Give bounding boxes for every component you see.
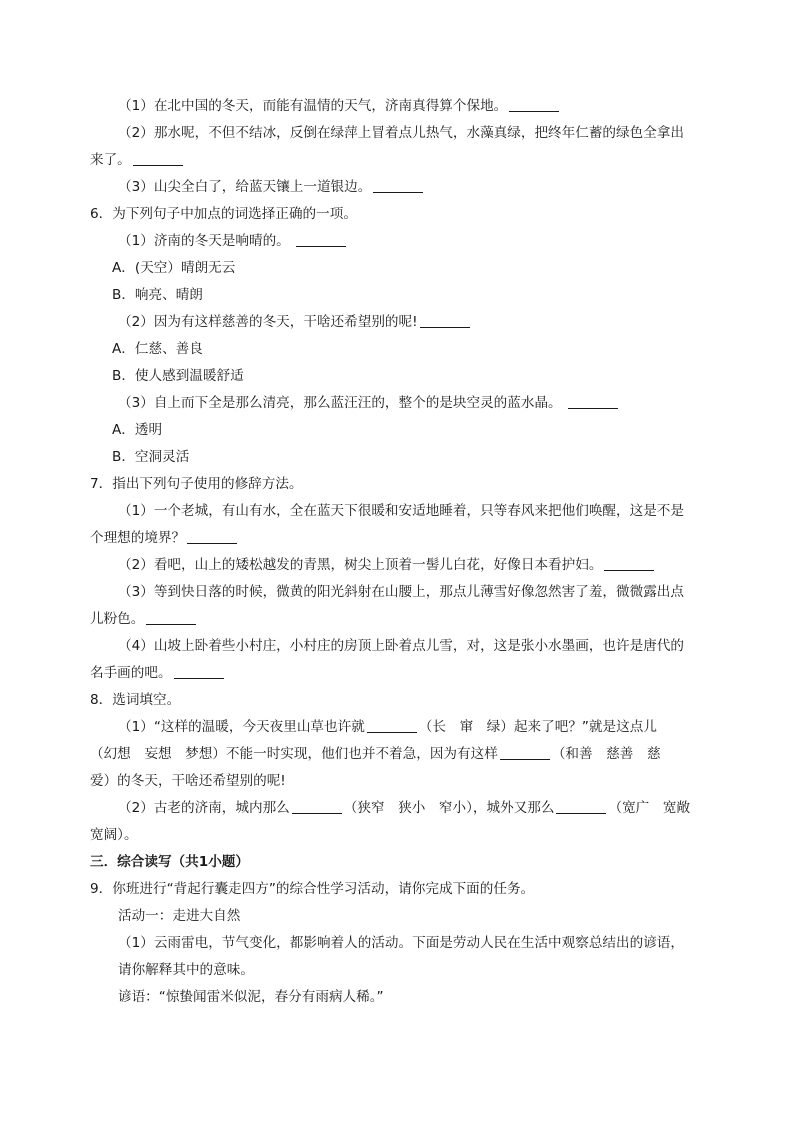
answer-blank[interactable] — [292, 800, 342, 814]
answer-blank[interactable] — [420, 314, 470, 328]
q9-item-1: （1）云雨雷电，节气变化，都影响着人的活动。下面是劳动人民在生活中观察总结出的谚语， — [118, 935, 684, 951]
q6-title: 6．为下列句子中加点的词选择正确的一项。 — [90, 206, 357, 222]
q7-item-2: （2）看吧，山上的矮松越发的青黑，树尖上顶着一髻儿白花，好像日本看护妇。 — [118, 556, 656, 574]
q7-item-3: （3）等到快日落的时候，微黄的阳光斜射在山腰上，那点儿薄雪好像忽然害了羞，微微露出点 — [118, 584, 684, 600]
q6-item-2: （2）因为有这样慈善的冬天，干啥还希望别的呢! — [118, 313, 472, 331]
q8-item-2-cont: 宽阔）。 — [90, 827, 138, 843]
answer-blank[interactable] — [500, 746, 550, 760]
section-heading: 三．综合读写（共1小题） — [90, 854, 249, 870]
answer-blank[interactable] — [187, 530, 237, 544]
q7-title: 7．指出下列句子使用的修辞方法。 — [90, 476, 303, 492]
q7-item-1-cont: 个理想的境界？ — [90, 529, 239, 547]
q5-item-1: （1）在北中国的冬天，而能有温情的天气，济南真得算个保地。 — [118, 97, 561, 115]
answer-blank[interactable] — [568, 395, 618, 409]
q7-item-1: （1）一个老城，有山有水，全在蓝天下很暖和安适地睡着，只等春风来把他们唤醒，这是不是 — [118, 503, 684, 519]
answer-blank[interactable] — [296, 233, 346, 247]
q9-item-1-cont: 请你解释其中的意味。 — [118, 962, 254, 978]
q6-option-b[interactable]: B．空洞灵活 — [112, 449, 190, 465]
q7-item-4-cont: 名手画的吧。 — [90, 664, 226, 682]
q6-option-b[interactable]: B．使人感到温暖舒适 — [112, 368, 244, 384]
q6-item-1: （1）济南的冬天是响晴的。 — [118, 232, 348, 250]
q9-proverb: 谚语：“惊蛰闻雷米似泥，春分有雨病人稀。” — [118, 989, 384, 1005]
q8-item-1-cont2: 爱）的冬天，干啥还希望别的呢! — [90, 773, 286, 789]
answer-blank[interactable] — [146, 611, 196, 625]
q9-activity: 活动一：走进大自然 — [118, 908, 241, 924]
q5-item-3: （3）山尖全白了，给蓝天镶上一道银边。 — [118, 178, 425, 196]
q6-option-a[interactable]: A．透明 — [112, 422, 163, 438]
q6-option-a[interactable]: A．仁慈、善良 — [112, 341, 203, 357]
q5-item-2: （2）那水呢，不但不结冰，反倒在绿萍上冒着点儿热气，水藻真绿，把终年仁蓄的绿色全拿出 — [118, 125, 684, 141]
answer-blank[interactable] — [556, 800, 606, 814]
answer-blank[interactable] — [133, 152, 183, 166]
q8-item-2: （2）古老的济南，城内那么 （狭窄 狭小 窄小），城外又那么 （宽广 宽敞 — [118, 800, 691, 816]
q8-title: 8．选词填空。 — [90, 692, 181, 708]
answer-blank[interactable] — [509, 98, 559, 112]
q7-item-3-cont: 儿粉色。 — [90, 610, 198, 628]
q7-item-4: （4）山坡上卧着些小村庄，小村庄的房顶上卧着点儿雪，对，这是张小水墨画，也许是唐代的 — [118, 638, 684, 654]
q6-item-3: （3）自上而下全是那么清亮，那么蓝汪汪的，整个的是块空灵的蓝水晶。 — [118, 394, 620, 412]
answer-blank[interactable] — [604, 557, 654, 571]
q6-option-a[interactable]: A．(天空）晴朗无云 — [112, 260, 236, 276]
q5-item-2-cont: 来了。 — [90, 151, 185, 169]
q9-title: 9．你班进行“背起行囊走四方”的综合性学习活动，请你完成下面的任务。 — [90, 881, 535, 897]
answer-blank[interactable] — [373, 179, 423, 193]
q8-item-1: （1）“这样的温暖，今天夜里山草也许就 （长 窜 绿）起来了吧？”就是这点儿 — [118, 719, 657, 735]
answer-blank[interactable] — [367, 719, 417, 733]
q8-item-1-cont: （幻想 妄想 梦想）不能一时实现，他们也并不着急，因为有这样 （和善 慈善 慈 — [90, 746, 661, 762]
answer-blank[interactable] — [174, 665, 224, 679]
q6-option-b[interactable]: B．响亮、晴朗 — [112, 287, 203, 303]
